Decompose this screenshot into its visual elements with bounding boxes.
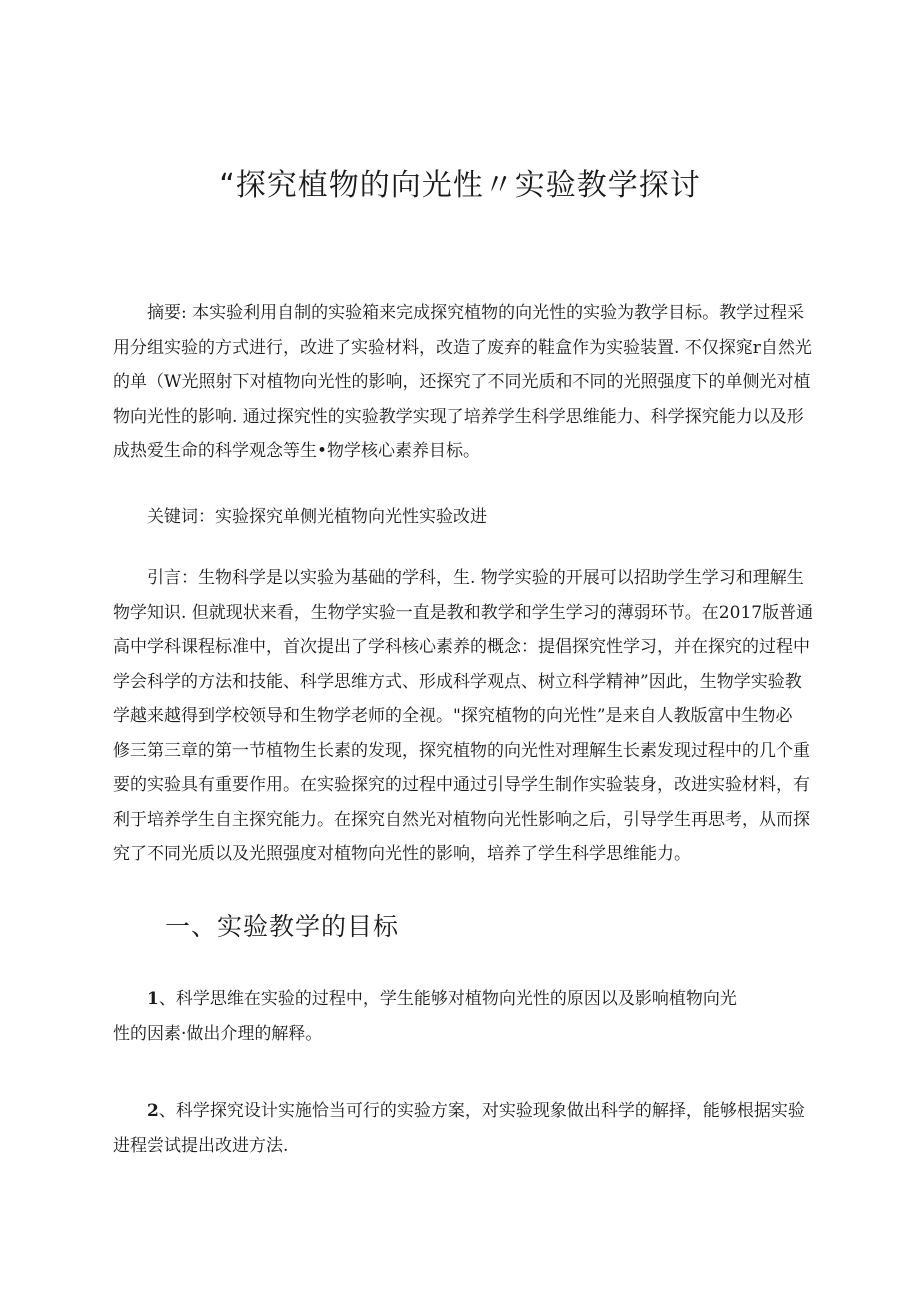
abstract-line: 的单（W光照射下对植物向光性的影响，还探究了不同光质和不同的光照强度下的单侧光对植: [113, 372, 811, 392]
intro-line: 学越来越得到学校领导和生物学老师的全视。"探究植物的向光性”是来自人教版富中生物必: [113, 706, 793, 726]
abstract-line: 物向光性的影响. 通过探究性的实验教学实现了培养学生科学思维能力、科学探究能力以及形: [113, 406, 804, 427]
section-heading: 一、实验教学的目标: [165, 912, 400, 941]
intro-line: 要的实验具有重要作用。在实验探究的过程中通过引导学生制作实验装身，改进实验材料，有: [113, 775, 810, 795]
intro-line: 究了不同光质以及光照强度对植物向光性的影响，培养了学生科学思维能力。: [113, 844, 691, 864]
intro-line: 利于培养学生自主探究能力。在探究自然光对植物向光性影响之后，引导学生再思考，从而探: [113, 809, 810, 830]
keywords-paragraph: 关键词：实验探究单侧光植物向光性实验改进: [147, 507, 487, 527]
objective-number: 2: [147, 1101, 159, 1121]
objective-line: [113, 982, 813, 1017]
abstract-line: 成热爱生命的科学观念等生•物学核心素养目标。: [113, 441, 481, 461]
intro-line: 引言：生物科学是以实验为基础的学科，生. 物学实验的开展可以招助学生学习和理解生: [147, 568, 804, 588]
objective-line: [113, 1094, 813, 1129]
abstract-paragraph: [113, 296, 813, 469]
objective-text: 、科学探究设计实施恰当可行的实验方案，对实验现象做出科学的解择，能够根据实验: [158, 1101, 805, 1121]
objective-line: 进程尝试提出改进方法.: [113, 1135, 289, 1156]
intro-line: 学会科学的方法和技能、科学思维方式、形成科学观点、树立科学精神”因此，生物学实验教: [113, 671, 802, 692]
introduction-paragraph: [113, 561, 813, 872]
intro-line: 高中学科课程标准中，首次提出了学科核心素养的概念：提倡探究性学习，并在探究的过程中: [113, 637, 810, 657]
objective-text: 、科学思维在实验的过程中，学生能够对植物向光性的原因以及影响植物向光: [158, 989, 737, 1009]
objective-item-2: [113, 1094, 813, 1163]
document-title: “探究植物的向光性〃实验教学探讨: [219, 168, 701, 203]
objective-number: 1: [147, 989, 159, 1009]
abstract-line: 摘要: 本实验利用自制的实验箱来完成探究植物的向光性的实验为教学目标。教学过程采: [147, 303, 805, 323]
intro-line: 物学知识. 但就现状来看，生物学实验一直是教和教学和学生学习的薄弱环节。在2017版普通: [113, 602, 814, 623]
intro-line: 修三第三章的第一节植物生长素的发现，探究植物的向光性对理解生长素发现过程中的几个重: [113, 740, 810, 761]
objective-item-1: [113, 982, 813, 1051]
objective-line: 性的因素·做出介理的解释。: [113, 1023, 323, 1044]
abstract-line: 用分组实验的方式进行，改进了实验材料，改造了废弃的鞋盒作为实验装置. 不仅探窕r自然光: [113, 337, 812, 358]
